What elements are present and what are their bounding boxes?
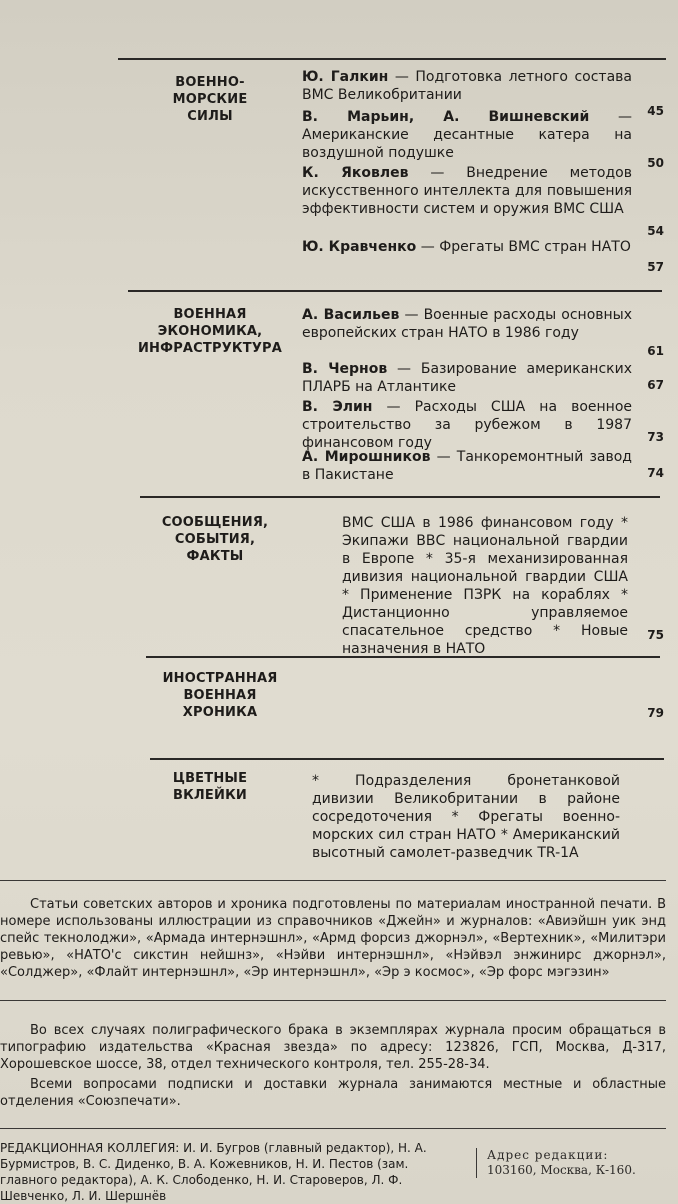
entry-title: — Расходы США на военное строительство за рубежом в 1987 финансовом году [302, 399, 633, 451]
entry-author: В. Марьин, А. Вишневский [302, 109, 590, 125]
section-rule [118, 58, 666, 60]
section-rule [150, 758, 664, 760]
entry-author: Ю. Кравченко [302, 239, 417, 255]
page-number: 54 [647, 224, 664, 238]
toc-entry[interactable] [302, 164, 632, 218]
section-rule [146, 656, 660, 658]
news-list: ВМС США в 1986 финансовом году * Экипажи ВВС национальной гвардии в Европе * 35-я механизированная дивизия национальной гвардии США * Применение ПЗРК на кораблях * Дистанционно управляемое спасательное средство * Новые назначения в НАТО [342, 515, 628, 657]
section-title-chronicle: ИНОСТРАННАЯ ВОЕННАЯ ХРОНИКА [162, 671, 278, 720]
address-line: 103160, Москва, К-160. [487, 1163, 636, 1177]
entry-title: — Военные расходы основных европейских стран НАТО в 1986 году [302, 307, 633, 341]
page-number: 45 [647, 104, 664, 118]
entry-title: — Внедрение методов искусственного интеллекта для повышения эффективности систем и оружия ВМС США [302, 165, 632, 217]
section-title-naval: ВОЕННО- МОРСКИЕ СИЛЫ [172, 75, 248, 124]
toc-entry[interactable] [302, 238, 632, 256]
entry-title: — Танкоремонтный завод в Пакистане [302, 449, 632, 483]
entry-author: Ю. Галкин [302, 69, 389, 85]
subscription-note: Всеми вопросами подписки и доставки журнала занимаются местные и областные отделения «Союзпечати». [0, 1077, 666, 1109]
section-title-economy: ВОЕННАЯ ЭКОНОМИКА, ИНФРАСТРУКТУРА [137, 307, 283, 356]
page-number: 61 [647, 344, 664, 358]
page-number: 57 [647, 260, 664, 274]
footer-separator [0, 880, 666, 881]
toc-entry[interactable] [302, 108, 632, 162]
editorial-address [476, 1148, 678, 1178]
page-number: 50 [647, 156, 664, 170]
section-title-color-inserts: ЦВЕТНЫЕ ВКЛЕЙКИ [172, 771, 248, 803]
footer-separator [0, 1128, 666, 1129]
toc-entry[interactable] [302, 68, 632, 104]
entry-title: — Фрегаты ВМС стран НАТО [416, 239, 631, 255]
page-number: 79 [647, 706, 664, 720]
toc-entry[interactable] [302, 398, 632, 452]
footer-separator [0, 1000, 666, 1001]
toc-entry[interactable] [302, 360, 632, 396]
page-number: 74 [647, 466, 664, 480]
section-rule [128, 290, 662, 292]
sources-note: Статьи советских авторов и хроника подготовлены по материалам иностранной печати. В номере использованы иллюстрации из справочников «Джейн» и журналов: «Авиэйшн уик энд спейс текнолоджи», «Армада интернэшнл», «Армд форсиз джорнэл», «Вертехник», «Милитэри ревью», «НАТО'с сикстин нейшнз», «Нэйви интернэшнл», «Нэйвэл энжинирс джорнэл», «Солджер», «Флайт интернэшнл», «Эр интернэшнл», «Эр э космос», «Эр форс мэгэзин» [0, 897, 666, 980]
editorial-board: РЕДАКЦИОННАЯ КОЛЛЕГИЯ: И. И. Бугров (главный редактор), Н. А. Бурмистров, В. С. Диденко, В. А. Кожевников, Н. И. Пестов (зам. главного редактора), А. К. Слободенко, Н. И. Староверов, Л. Ф. Шевченко, Л. И. Шершнёв [0, 1141, 427, 1203]
address-label: Адрес редакции: [487, 1148, 609, 1162]
entry-author: В. Чернов [302, 361, 388, 377]
color-inserts-list: * Подразделения бронетанковой дивизии Великобритании в районе сосредоточения * Фрегаты военно-морских сил стран НАТО * Американский высотный самолет-разведчик TR-1A [312, 773, 620, 861]
entry-author: А. Мирошников [302, 449, 431, 465]
entry-author: К. Яковлев [302, 165, 409, 181]
page-number: 75 [647, 628, 664, 642]
defect-note: Во всех случаях полиграфического брака в экземплярах журнала просим обращаться в типографию издательства «Красная звезда» по адресу: 123826, ГСП, Москва, Д-317, Хорошевское шоссе, 38, отдел технического контроля, тел. 255-28-34. [0, 1023, 666, 1072]
entry-author: А. Васильев [302, 307, 400, 323]
toc-entry[interactable] [302, 306, 632, 342]
page-number: 67 [647, 378, 664, 392]
section-title-news: СООБЩЕНИЯ, СОБЫТИЯ, ФАКТЫ [161, 515, 269, 564]
section-rule [140, 496, 660, 498]
toc-entry[interactable] [302, 448, 632, 484]
entry-title: — Базирование американских ПЛАРБ на Атлантике [302, 361, 632, 395]
entry-author: В. Элин [302, 399, 373, 415]
page-number: 73 [647, 430, 664, 444]
entry-title: — Американские десантные катера на воздушной подушке [302, 109, 632, 161]
entry-title: — Подготовка летного состава ВМС Великобритании [302, 69, 632, 103]
